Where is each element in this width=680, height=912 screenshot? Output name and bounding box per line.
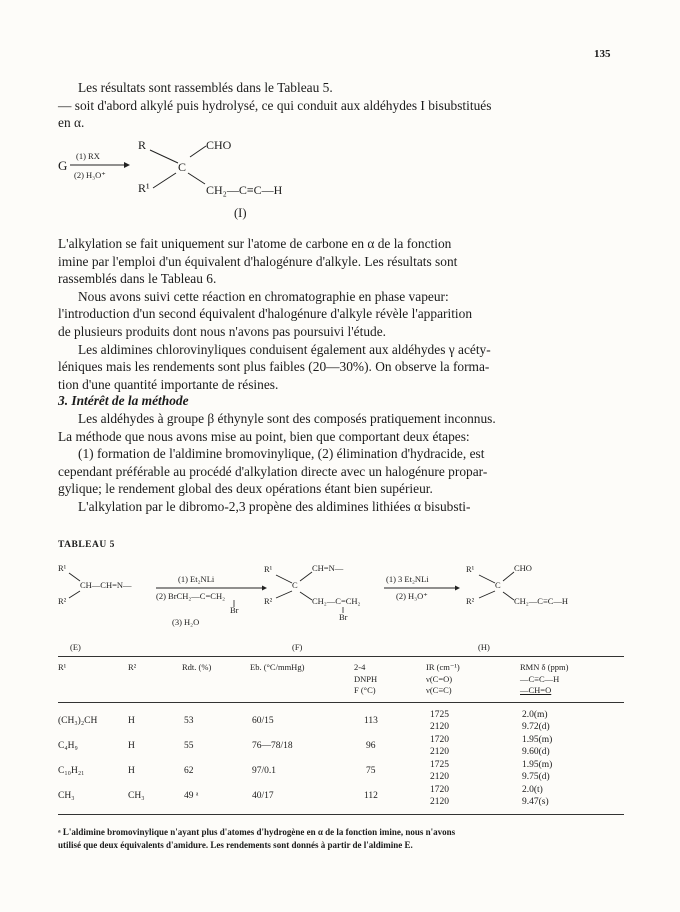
- cell-rdt: 62: [184, 766, 194, 776]
- cell-r1: CH₃: [58, 791, 75, 801]
- cell-eb: 97/0.1: [252, 766, 277, 776]
- col-header-r2: R²: [128, 662, 137, 672]
- text-line: Les aldéhydes à groupe β éthynyle sont des composés pratiquement inconnus.: [78, 411, 496, 426]
- f-r1: R¹: [264, 564, 273, 574]
- f-bromine: Br: [339, 612, 348, 622]
- table-rule-mid: [58, 702, 624, 703]
- aldehyde-group: CHO: [206, 138, 232, 152]
- cell-eb: 60/15: [252, 716, 274, 726]
- f-carbon: C: [292, 580, 298, 590]
- h-carbon: C: [495, 580, 501, 590]
- propargyl-chain: CH₂—C≡C—H: [206, 183, 283, 197]
- f-imine: CH=N—: [312, 563, 344, 573]
- cell-nmr-h: 1.95(m): [522, 760, 553, 770]
- cell-ir-cc: 2120: [430, 772, 449, 782]
- text-line: imine par l'emploi d'un équivalent d'halogénure d'alkyle. Les résultats sont: [58, 253, 458, 269]
- col-header-dnph: [354, 662, 377, 697]
- f-bromoallyl: CH₂—C=CH₂: [312, 596, 361, 606]
- cell-nmr-h: 2.0(t): [522, 785, 543, 795]
- text-line: cependant préférable au procédé d'alkylation directe avec un halogénure propar-: [58, 463, 488, 479]
- reagent-h3o: (2) H₃O⁺: [74, 170, 106, 180]
- cell-eb: 40/17: [252, 791, 274, 801]
- label-f: (F): [292, 642, 303, 652]
- footnote-line: ᵃ L'aldimine bromovinylique n'ayant plus d'atomes d'hydrogène en α de la fonction imine, nous n'avons: [58, 827, 456, 837]
- header-line: 2-4: [354, 662, 366, 672]
- text-line: rassemblés dans le Tableau 6.: [58, 271, 217, 287]
- f-r2: R²: [264, 596, 273, 606]
- header-line: DNPH: [354, 673, 378, 684]
- h-aldehyde: CHO: [514, 563, 532, 573]
- col-header-nmr: [520, 662, 568, 697]
- substituent-r1: R¹: [138, 181, 150, 195]
- header-line: RMN δ (ppm): [520, 662, 569, 672]
- col-header-rdt: Rdt. (%): [182, 662, 212, 672]
- cell-rdt: 53: [184, 716, 194, 726]
- cell-r2: H: [128, 766, 135, 776]
- e-r2: R²: [58, 596, 67, 606]
- table-footnote: [58, 826, 624, 852]
- step2-reagent-1: (1) 3 Et₂NLi: [386, 574, 429, 584]
- step1-reagent-2: (2) BrCH₂—C=CH₂: [156, 591, 226, 601]
- header-line: IR (cm⁻¹): [426, 662, 460, 672]
- substituent-r: R: [138, 138, 147, 152]
- cell-nmr-cho: 9.60(d): [522, 747, 550, 757]
- cell-ir-co: 1720: [430, 735, 449, 745]
- h-r1: R¹: [466, 564, 475, 574]
- table-title: TABLEAU 5: [58, 540, 115, 550]
- cell-nmr-cho: 9.47(s): [522, 797, 549, 807]
- step2-reagent-2: (2) H₃O⁺: [396, 591, 428, 601]
- cell-ir-co: 1725: [430, 760, 449, 770]
- text-line: (1) formation de l'aldimine bromovinylique, (2) élimination d'hydracide, est: [78, 446, 485, 462]
- cell-eb: 76—78/18: [252, 741, 293, 751]
- footnote-line: utilisé que deux équivalents d'amidure. Les rendements sont donnés à partir de l'aldimine E.: [58, 840, 413, 850]
- cell-ir-co: 1720: [430, 785, 449, 795]
- cell-rdt: 55: [184, 741, 194, 751]
- col-header-eb: Eb. (°C/mmHg): [250, 662, 305, 672]
- text-line: — soit d'abord alkylé puis hydrolysé, ce qui conduit aux aldéhydes I bisubstitués: [58, 97, 492, 113]
- cell-r2: CH₃: [128, 791, 145, 801]
- table-rule-top: [58, 656, 624, 657]
- header-line: F (°C): [354, 685, 376, 695]
- central-carbon: C: [178, 160, 187, 174]
- header-line: ν(C≡C): [426, 685, 452, 695]
- cell-ir-cc: 2120: [430, 797, 449, 807]
- h-propargyl: CH₂—C≡C—H: [514, 596, 569, 606]
- text-line: L'alkylation se fait uniquement sur l'atome de carbone en α de la fonction: [58, 236, 452, 251]
- text-line: Les résultats sont rassemblés dans le Tableau 5.: [78, 80, 333, 95]
- text-line: gylique; le rendement global des deux opérations étant bien supérieur.: [58, 481, 433, 497]
- cell-r2: H: [128, 716, 135, 726]
- cell-ir-cc: 2120: [430, 722, 449, 732]
- cell-ir-cc: 2120: [430, 747, 449, 757]
- section-title: 3. Intérêt de la méthode: [58, 393, 189, 408]
- col-header-ir: [426, 662, 460, 697]
- text-line: en α.: [58, 115, 85, 131]
- col-header-r1: R¹: [58, 662, 67, 672]
- header-line: —CH=O: [520, 685, 552, 695]
- cell-nmr-h: 1.95(m): [522, 735, 553, 745]
- h-r2: R²: [466, 596, 475, 606]
- cell-dnph: 75: [366, 766, 376, 776]
- text-line: Nous avons suivi cette réaction en chromatographie en phase vapeur:: [78, 288, 449, 304]
- cell-rdt: 49 ᵃ: [184, 791, 199, 801]
- cell-nmr-cho: 9.75(d): [522, 772, 550, 782]
- text-line: tion d'une quantité importante de résines.: [58, 376, 279, 392]
- cell-r2: H: [128, 741, 135, 751]
- header-line: —C≡C—H: [520, 673, 560, 684]
- text-line: léniques mais les rendements sont plus faibles (20—30%). On observe la forma-: [58, 359, 490, 375]
- reactant-g: G: [58, 158, 68, 173]
- reagent-rx: (1) RX: [76, 151, 100, 161]
- cell-ir-co: 1725: [430, 710, 449, 720]
- cell-r1: C₄H₉: [58, 741, 78, 751]
- cell-r1: (CH₃)₂CH: [58, 716, 98, 726]
- header-line: ν(C=O): [426, 673, 453, 684]
- e-chain: CH—CH=N—: [80, 580, 132, 590]
- table-rule-bottom: [58, 814, 624, 815]
- label-h: (H): [478, 642, 490, 652]
- cell-nmr-h: 2.0(m): [522, 710, 548, 720]
- step1-reagent-3: (3) H₂O: [172, 617, 200, 627]
- compound-label: (I): [234, 206, 247, 220]
- cell-dnph: 113: [364, 716, 378, 726]
- step1-bromine: Br: [230, 605, 239, 615]
- text-line: L'alkylation par le dibromo-2,3 propène des aldimines lithiées α bisubsti-: [78, 498, 471, 514]
- cell-dnph: 96: [366, 741, 376, 751]
- cell-r1: C₁₀H₂₁: [58, 766, 85, 776]
- e-r1: R¹: [58, 563, 67, 573]
- label-e: (E): [70, 642, 81, 652]
- step1-reagent-1: (1) Et₂NLi: [178, 574, 215, 584]
- cell-nmr-cho: 9.72(d): [522, 722, 550, 732]
- text-line: La méthode que nous avons mise au point, bien que comportant deux étapes:: [58, 428, 470, 444]
- text-line: Les aldimines chlorovinyliques conduisent également aux aldéhydes γ acéty-: [78, 341, 491, 357]
- text-line: l'introduction d'un second équivalent d'halogénure d'alkyle révèle l'apparition: [58, 306, 473, 322]
- text-line: de plusieurs produits dont nous n'avons pas poursuivi l'étude.: [58, 323, 387, 339]
- page-number: 135: [594, 48, 611, 60]
- cell-dnph: 112: [364, 791, 378, 801]
